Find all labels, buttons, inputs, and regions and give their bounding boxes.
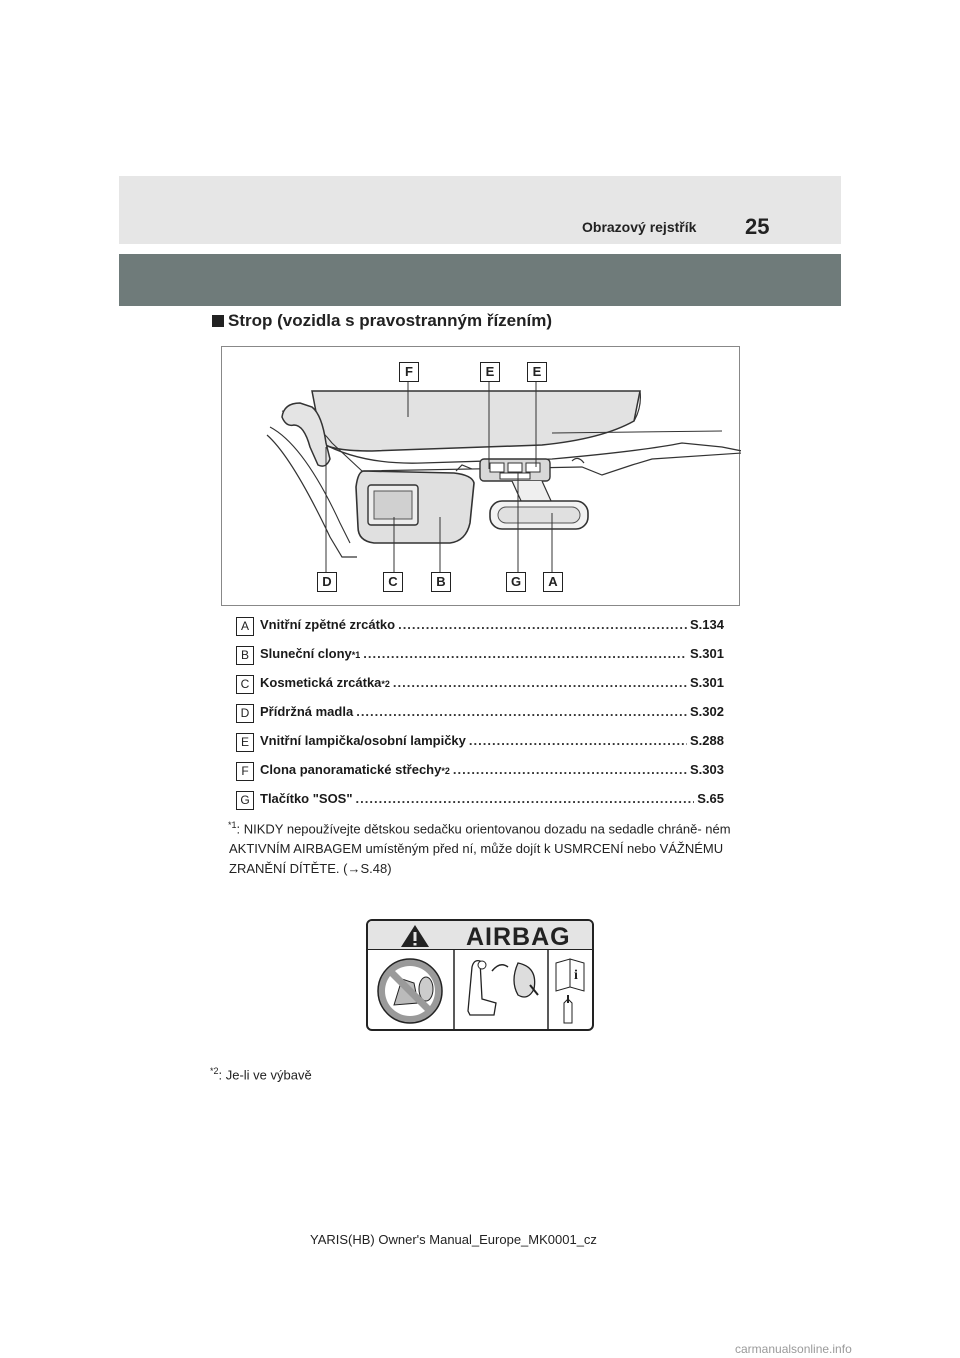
legend-letter: F xyxy=(236,762,254,781)
legend-list xyxy=(236,615,724,818)
legend-label: Přídržná madla xyxy=(260,704,354,719)
legend-item-d xyxy=(236,702,724,731)
section-title: Obrazový rejstřík xyxy=(582,219,697,235)
legend-label: Sluneční clony xyxy=(260,646,352,661)
legend-label: Clona panoramatické střechy xyxy=(260,762,442,777)
legend-page-ref[interactable]: S.65 xyxy=(697,791,724,806)
legend-page-ref[interactable]: S.301 xyxy=(690,675,724,690)
page-footer: YARIS(HB) Owner's Manual_Europe_MK0001_cz xyxy=(310,1232,597,1247)
page-number: 25 xyxy=(745,214,770,239)
ceiling-figure xyxy=(221,346,740,606)
legend-letter: D xyxy=(236,704,254,723)
footnote-marker: *2 xyxy=(210,1066,219,1076)
svg-text:i: i xyxy=(574,968,578,983)
legend-label: Kosmetická zrcátka xyxy=(260,675,382,690)
legend-item-b xyxy=(236,644,724,673)
legend-letter: A xyxy=(236,617,254,636)
footnote-2 xyxy=(210,1066,312,1082)
legend-page-ref[interactable]: S.301 xyxy=(690,646,724,661)
legend-letter: G xyxy=(236,791,254,810)
airbag-label-word: AIRBAG xyxy=(466,923,571,951)
airbag-warning-label xyxy=(366,919,594,1031)
front-seat-airbag-icon xyxy=(468,961,538,1015)
legend-item-f xyxy=(236,760,724,789)
legend-page-ref[interactable]: S.303 xyxy=(690,762,724,777)
footnote-marker: *1 xyxy=(228,820,237,830)
page-heading xyxy=(212,311,552,331)
legend-letter: C xyxy=(236,675,254,694)
legend-sup: *2 xyxy=(441,766,450,776)
warning-triangle-icon xyxy=(400,924,430,948)
callout-a: A xyxy=(543,572,563,592)
legend-label: Tlačítko "SOS" xyxy=(260,791,353,806)
no-rear-facing-seat-icon xyxy=(378,959,442,1023)
legend-letter: B xyxy=(236,646,254,665)
legend-item-e xyxy=(236,731,724,760)
read-manual-icon xyxy=(556,959,584,1023)
footnote-text: : NIKDY nepoužívejte dětskou sedačku orientovanou dozadu na sedadle chráně- ném AKTIVNÍM AIRBAGEM umístěným před ní, může dojít k USMRCENÍ nebo VÁŽNÉMU ZRANĚNÍ DÍTĚTE. (→S.48) xyxy=(229,821,731,877)
legend-page-ref[interactable]: S.134 xyxy=(690,617,724,632)
square-bullet-icon xyxy=(212,315,224,327)
heading-text: Strop (vozidla s pravostranným řízením) xyxy=(228,311,553,330)
legend-label: Vnitřní lampička/osobní lampičky xyxy=(260,733,466,748)
legend-item-a xyxy=(236,615,724,644)
legend-label: Vnitřní zpětné zrcátko xyxy=(260,617,396,632)
watermark: carmanualsonline.info xyxy=(735,1342,852,1356)
header-band xyxy=(119,254,841,306)
legend-item-c xyxy=(236,673,724,702)
legend-item-g xyxy=(236,789,724,818)
callout-e-1: E xyxy=(480,362,500,382)
footnote-text: : Je-li ve výbavě xyxy=(218,1067,312,1083)
ceiling-illustration xyxy=(222,347,741,607)
legend-page-ref[interactable]: S.302 xyxy=(690,704,724,719)
legend-page-ref[interactable]: S.288 xyxy=(690,733,724,748)
callout-c: C xyxy=(383,572,403,592)
callout-d: D xyxy=(317,572,337,592)
header-top-band xyxy=(119,176,841,244)
callout-f: F xyxy=(399,362,419,382)
callout-e-2: E xyxy=(527,362,547,382)
legend-letter: E xyxy=(236,733,254,752)
footnote-1 xyxy=(210,815,750,879)
callout-b: B xyxy=(431,572,451,592)
legend-sup: *1 xyxy=(351,650,361,660)
legend-sup: *2 xyxy=(381,679,390,689)
airbag-pictograms xyxy=(368,949,592,1031)
callout-g: G xyxy=(506,572,526,592)
